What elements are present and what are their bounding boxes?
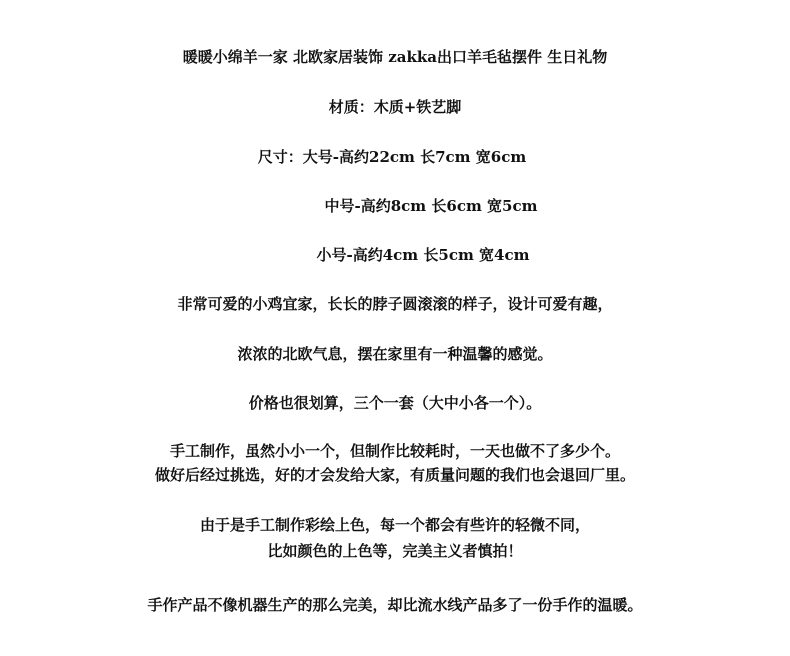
size-medium-line: 中号-高约8cm 长6cm 宽5cm [324,197,538,215]
material-line: 材质：木质+铁艺脚 [328,98,462,116]
paragraph-2: 浓浓的北欧气息，摆在家里有一种温馨的感觉。 [237,345,553,363]
size-small-line: 小号-高约4cm 长5cm 宽4cm [316,246,530,264]
paragraph-5a: 由于是手工制作彩绘上色，每一个都会有些许的轻微不同， [199,516,590,534]
size-large-line: 尺寸：大号-高约22cm 长7cm 宽6cm [257,148,527,166]
product-title: 暖暖小绵羊一家 北欧家居装饰 zakka出口羊毛毡摆件 生日礼物 [182,48,608,66]
paragraph-4b: 做好后经过挑选，好的才会发给大家，有质量问题的我们也会退回厂里。 [154,466,635,484]
paragraph-4a: 手工制作，虽然小小一个，但制作比较耗时，一天也做不了多少个。 [169,442,620,460]
paragraph-6: 手作产品不像机器生产的那么完美，却比流水线产品多了一份手作的温暖。 [147,596,643,614]
paragraph-5b: 比如颜色的上色等，完美主义者慎拍！ [267,542,523,560]
paragraph-3: 价格也很划算，三个一套（大中小各一个）。 [248,394,542,412]
paragraph-1: 非常可爱的小鸡宜家，长长的脖子圆滚滚的样子，设计可爱有趣， [177,295,613,313]
